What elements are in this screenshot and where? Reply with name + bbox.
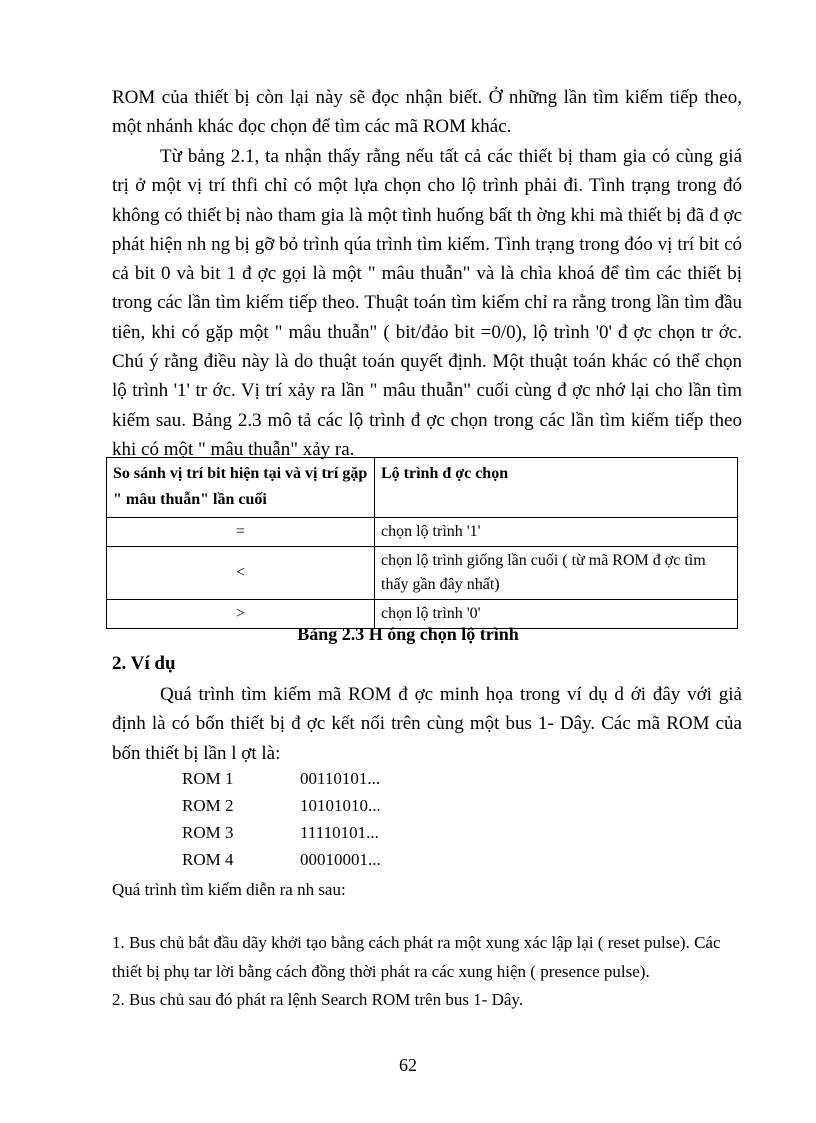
rom-name: ROM 2 (182, 796, 234, 815)
path-selection-table (106, 457, 738, 629)
rom-list-item (182, 850, 381, 870)
page-number: 62 (399, 1055, 417, 1075)
table-cell-operator: = (107, 518, 375, 547)
table-header-path: Lộ trình đ ợc chọn (375, 458, 738, 518)
rom-list-item (182, 769, 380, 789)
table-caption: Bảng 2.3 H óng chọn lộ trình (297, 624, 519, 644)
paragraph-rom-remaining: ROM của thiết bị còn lại này sẽ đọc nhận biết. Ở những lần tìm kiếm tiếp theo, một nhánh khác đọc chọn để tìm các mã ROM khác. (112, 87, 742, 138)
paragraph-conflict-description: Từ bảng 2.1, ta nhận thấy rằng nếu tất cả các thiết bị tham gia có cùng giá trị ở một vị trí thfi chỉ có một lựa chọn cho lộ trình phải đi. Tình trạng trong đó không có thiết bị nào tham gia là một tình huống bất th ờng khi mà thiết bị đã đ ợc phát hiện nh ng bị gỡ bỏ trình qúa trình tìm kiếm. Tình trạng trong đóo vị trí bit có cả bit 0 và bit 1 đ ợc gọi là một " mâu thuẫn" và là chìa khoá để tìm các thiết bị trong các lần tìm kiếm tiếp theo. Thuật toán tìm kiếm chỉ ra rằng trong lần tìm đầu tiên, khi có gặp một " mâu thuẫn" ( bit/đảo bit =0/0), lộ trình '0' đ ợc chọn tr ớc. Chú ý rằng điều này là do thuật toán quyết định. Một thuật toán khác có thể chọn lộ trình '1' tr ớc. Vị trí xảy ra lần " mâu thuẫn" cuối cùng đ ợc nhớ lại cho lần tìm kiếm sau. Bảng 2.3 mô tả các lộ trình đ ợc chọn trong các lần tìm kiếm tiếp theo khi có một " mâu thuẫn" xảy ra. (112, 146, 742, 460)
table-row (107, 518, 738, 547)
rom-name: ROM 1 (182, 769, 234, 788)
step-item: 2. Bus chủ sau đó phát ra lệnh Search ROM trên bus 1- Dây. (112, 990, 524, 1009)
section-heading: 2. Ví dụ (112, 653, 176, 674)
table-header-row (107, 458, 738, 518)
rom-code: 00110101... (300, 769, 381, 788)
paragraph-example-intro: Quá trình tìm kiếm mã ROM đ ợc minh họa trong ví dụ d ới đây với giả định là có bốn thiết bị đ ợc kết nối trên cùng một bus 1- Dây. Các mã ROM của bốn thiết bị lần l ợt là: (112, 684, 742, 764)
process-intro: Quá trình tìm kiếm diễn ra nh sau: (112, 880, 346, 899)
table-cell-operator: > (107, 600, 375, 629)
rom-code: 10101010... (300, 796, 381, 815)
table-cell-path: chọn lộ trình '0' (375, 600, 738, 629)
table-row (107, 547, 738, 600)
rom-list-item (182, 823, 379, 843)
table-cell-path: chọn lộ trình '1' (375, 518, 738, 547)
rom-name: ROM 3 (182, 823, 234, 842)
rom-code: 11110101... (300, 823, 379, 842)
rom-list-item (182, 796, 381, 816)
rom-code: 00010001... (300, 850, 381, 869)
table-header-compare: So sánh vị trí bit hiện tại và vị trí gặp " mâu thuẫn" lần cuối (107, 458, 375, 518)
table-cell-path: chọn lộ trình giống lần cuối ( từ mã ROM đ ợc tìm thấy gần đây nhất) (375, 547, 738, 600)
rom-name: ROM 4 (182, 850, 234, 869)
step-item: 1. Bus chủ bắt đầu dãy khởi tạo bằng cách phát ra một xung xác lập lại ( reset pulse). Các thiết bị phụ tar lời bằng cách đồng thời phát ra các xung hiện ( presence pulse). (112, 933, 721, 981)
table-cell-operator: < (107, 547, 375, 600)
